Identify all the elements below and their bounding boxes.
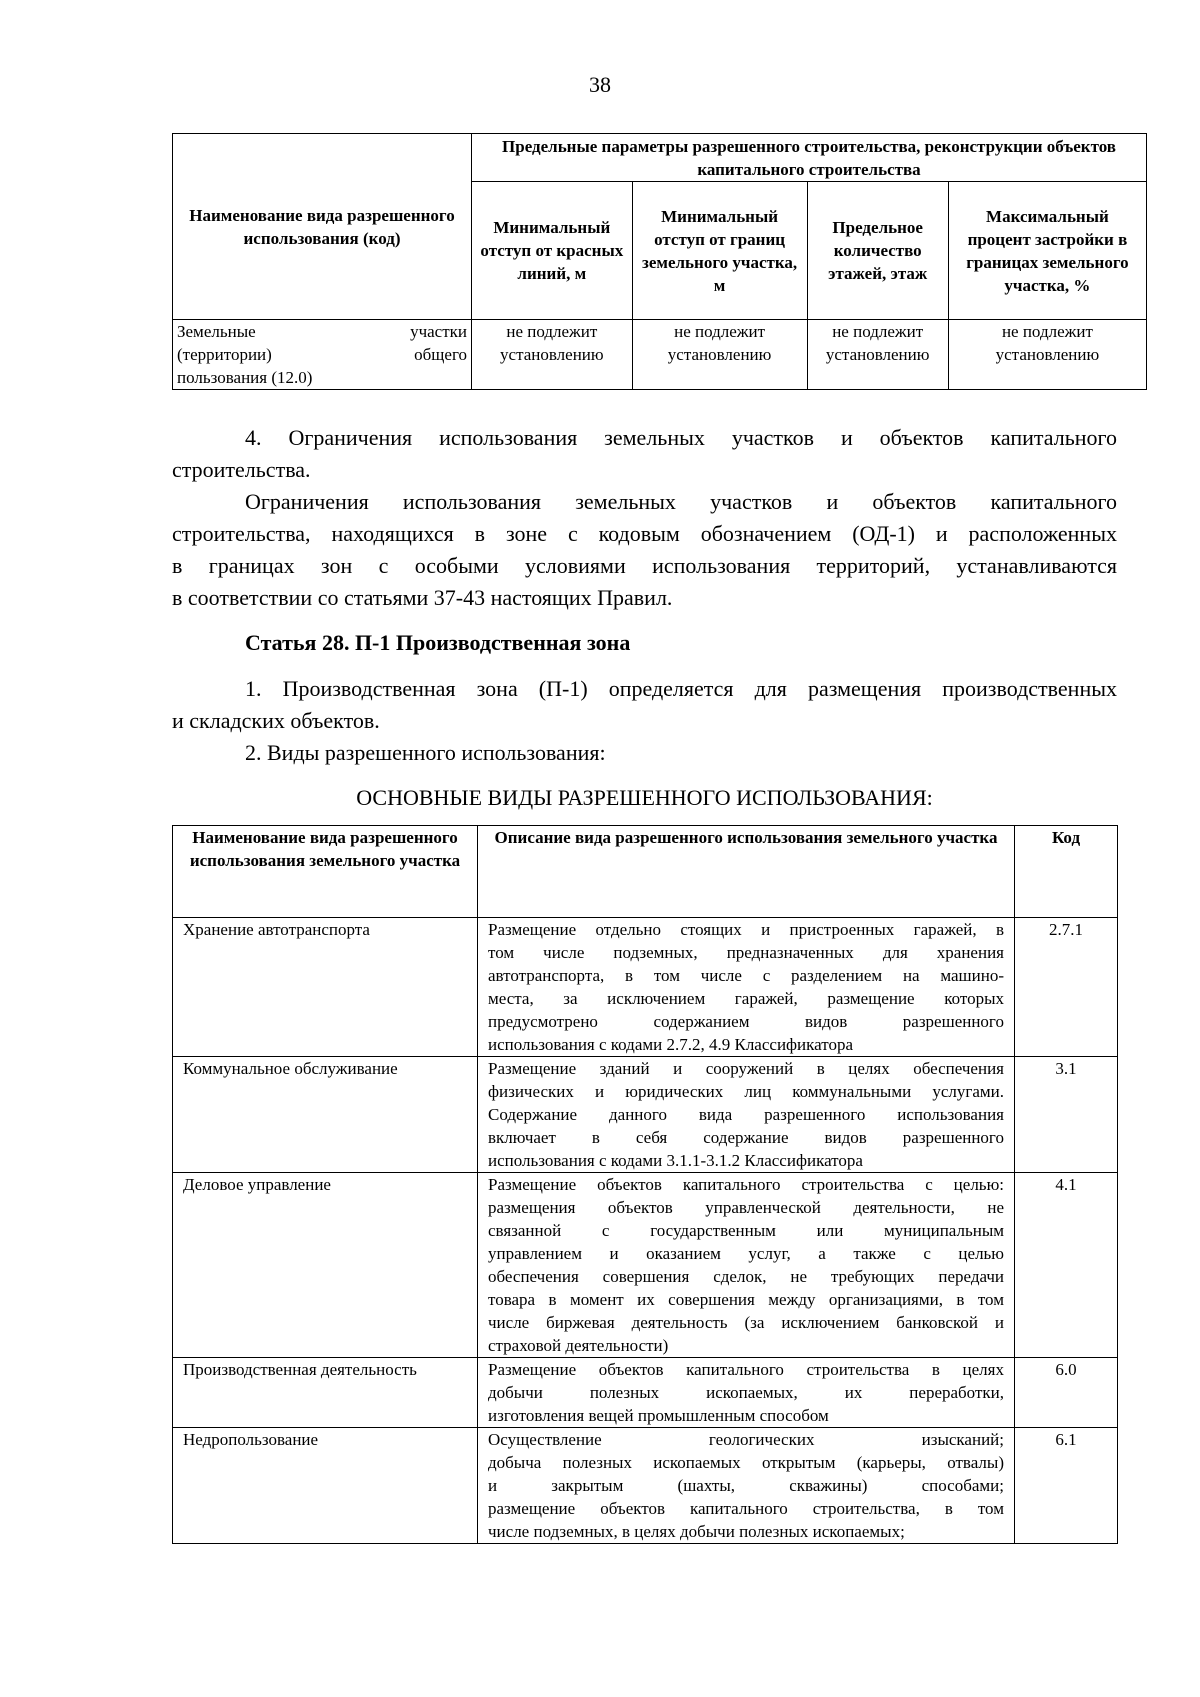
row-name-part: (территории) <box>177 345 272 364</box>
table-row <box>173 1428 1118 1544</box>
description-line: размещения объектов управленческой деятельности, не <box>488 1198 1004 1217</box>
table-row <box>173 1057 1118 1173</box>
description-line: Содержание данного вида разрешенного использования <box>488 1105 1004 1124</box>
description-line: размещение объектов капитального строительства, в том <box>488 1499 1004 1518</box>
header-group: Предельные параметры разрешенного строительства, реконструкции объектов капитального строительства <box>472 134 1147 182</box>
use-description <box>478 918 1015 1057</box>
text-line: в соответствии со статьями 37-43 настоящих Правил. <box>172 585 673 610</box>
col-floors: Предельное количество этажей, этаж <box>807 182 948 320</box>
row-name-part: Земельные <box>177 322 256 341</box>
col-min-red: Минимальный отступ от красных линий, м <box>472 182 633 320</box>
value-max-pct: не подлежит установлению <box>948 320 1146 390</box>
header-name: Наименование вида разрешенного использования земельного участка <box>173 826 478 918</box>
text-line: 1. Производственная зона (П-1) определяется для размещения производственных <box>245 676 1117 701</box>
description-line: использования с кодами 3.1.1-3.1.2 Классификатора <box>488 1151 863 1170</box>
use-code: 2.7.1 <box>1015 918 1118 1057</box>
description-line: Размещение зданий и сооружений в целях обеспечения <box>488 1059 1004 1078</box>
table-row <box>173 1358 1118 1428</box>
description-line: физических и юридических лиц коммунальными услугами. <box>488 1082 1004 1101</box>
use-code: 6.0 <box>1015 1358 1118 1428</box>
description-line: предусмотрено содержанием видов разрешенного <box>488 1012 1004 1031</box>
permitted-uses-table <box>172 825 1118 1544</box>
description-line: Размещение отдельно стоящих и пристроенных гаражей, в <box>488 920 1004 939</box>
table-row <box>173 918 1118 1057</box>
description-line: включает в себя содержание видов разрешенного <box>488 1128 1004 1147</box>
header-code: Код <box>1015 826 1118 918</box>
description-line: изготовления вещей промышленным способом <box>488 1406 829 1425</box>
description-line: и закрытым (шахты, скважины) способами; <box>488 1476 1004 1495</box>
text-line: 4. Ограничения использования земельных участков и объектов капитального <box>245 425 1117 450</box>
use-name: Недропользование <box>173 1428 478 1544</box>
use-name: Производственная деятельность <box>173 1358 478 1428</box>
text-line: 2. Виды разрешенного использования: <box>245 740 606 765</box>
table2-title: ОСНОВНЫЕ ВИДЫ РАЗРЕШЕННОГО ИСПОЛЬЗОВАНИЯ: <box>356 785 933 810</box>
row-name-part: общего <box>414 345 467 364</box>
table-row <box>173 1173 1118 1358</box>
description-line: числе подземных, в целях добычи полезных ископаемых; <box>488 1522 905 1541</box>
use-description <box>478 1173 1015 1358</box>
header-desc: Описание вида разрешенного использования земельного участка <box>478 826 1015 918</box>
parameters-table <box>172 133 1147 390</box>
col-min-border: Минимальный отступ от границ земельного участка, м <box>632 182 807 320</box>
col-max-pct: Максимальный процент застройки в границах земельного участка, % <box>948 182 1146 320</box>
text-line: в границах зон с особыми условиями использования территорий, устанавливаются <box>172 553 1117 578</box>
use-code: 6.1 <box>1015 1428 1118 1544</box>
row-name-part: участки <box>410 322 467 341</box>
use-name: Деловое управление <box>173 1173 478 1358</box>
table-row <box>173 320 1147 390</box>
header-name: Наименование вида разрешенного использования (код) <box>173 134 472 320</box>
section-4 <box>172 422 1117 614</box>
description-line: обеспечения совершения сделок, не требующих передачи <box>488 1267 1004 1286</box>
article-title: Статья 28. П-1 Производственная зона <box>245 630 631 655</box>
description-line: автотранспорта, в том числе с разделением на машино- <box>488 966 1004 985</box>
row-name-part: пользования (12.0) <box>177 368 313 387</box>
page-number: 38 <box>589 72 611 97</box>
description-line: товара в момент их совершения между организациями, в том <box>488 1290 1004 1309</box>
description-line: Размещение объектов капитального строительства в целях <box>488 1360 1004 1379</box>
text-line: Ограничения использования земельных участков и объектов капитального <box>245 489 1117 514</box>
text-line: строительства, находящихся в зоне с кодовым обозначением (ОД-1) и расположенных <box>172 521 1117 546</box>
description-line: Осуществление геологических изысканий; <box>488 1430 1004 1449</box>
description-line: места, за исключением гаражей, размещение которых <box>488 989 1004 1008</box>
use-description <box>478 1358 1015 1428</box>
use-code: 4.1 <box>1015 1173 1118 1358</box>
description-line: числе биржевая деятельность (за исключением банковской и <box>488 1313 1004 1332</box>
use-name: Хранение автотранспорта <box>173 918 478 1057</box>
description-line: управлением и оказанием услуг, а также с целью <box>488 1244 1004 1263</box>
description-line: связанной с государственным или муниципальным <box>488 1221 1004 1240</box>
value-min-red: не подлежит установлению <box>472 320 633 390</box>
description-line: добычи полезных ископаемых, их переработки, <box>488 1383 1004 1402</box>
use-code: 3.1 <box>1015 1057 1118 1173</box>
article-body <box>172 673 1117 769</box>
text-line: строительства. <box>172 457 311 482</box>
use-name: Коммунальное обслуживание <box>173 1057 478 1173</box>
description-line: добыча полезных ископаемых открытым (карьеры, отвалы) <box>488 1453 1004 1472</box>
description-line: Размещение объектов капитального строительства с целью: <box>488 1175 1004 1194</box>
value-min-border: не подлежит установлению <box>632 320 807 390</box>
row-name <box>173 320 472 390</box>
value-floors: не подлежит установлению <box>807 320 948 390</box>
text-line: и складских объектов. <box>172 708 380 733</box>
description-line: страховой деятельности) <box>488 1336 669 1355</box>
use-description <box>478 1428 1015 1544</box>
description-line: использования с кодами 2.7.2, 4.9 Классификатора <box>488 1035 854 1054</box>
use-description <box>478 1057 1015 1173</box>
description-line: том числе подземных, предназначенных для хранения <box>488 943 1004 962</box>
